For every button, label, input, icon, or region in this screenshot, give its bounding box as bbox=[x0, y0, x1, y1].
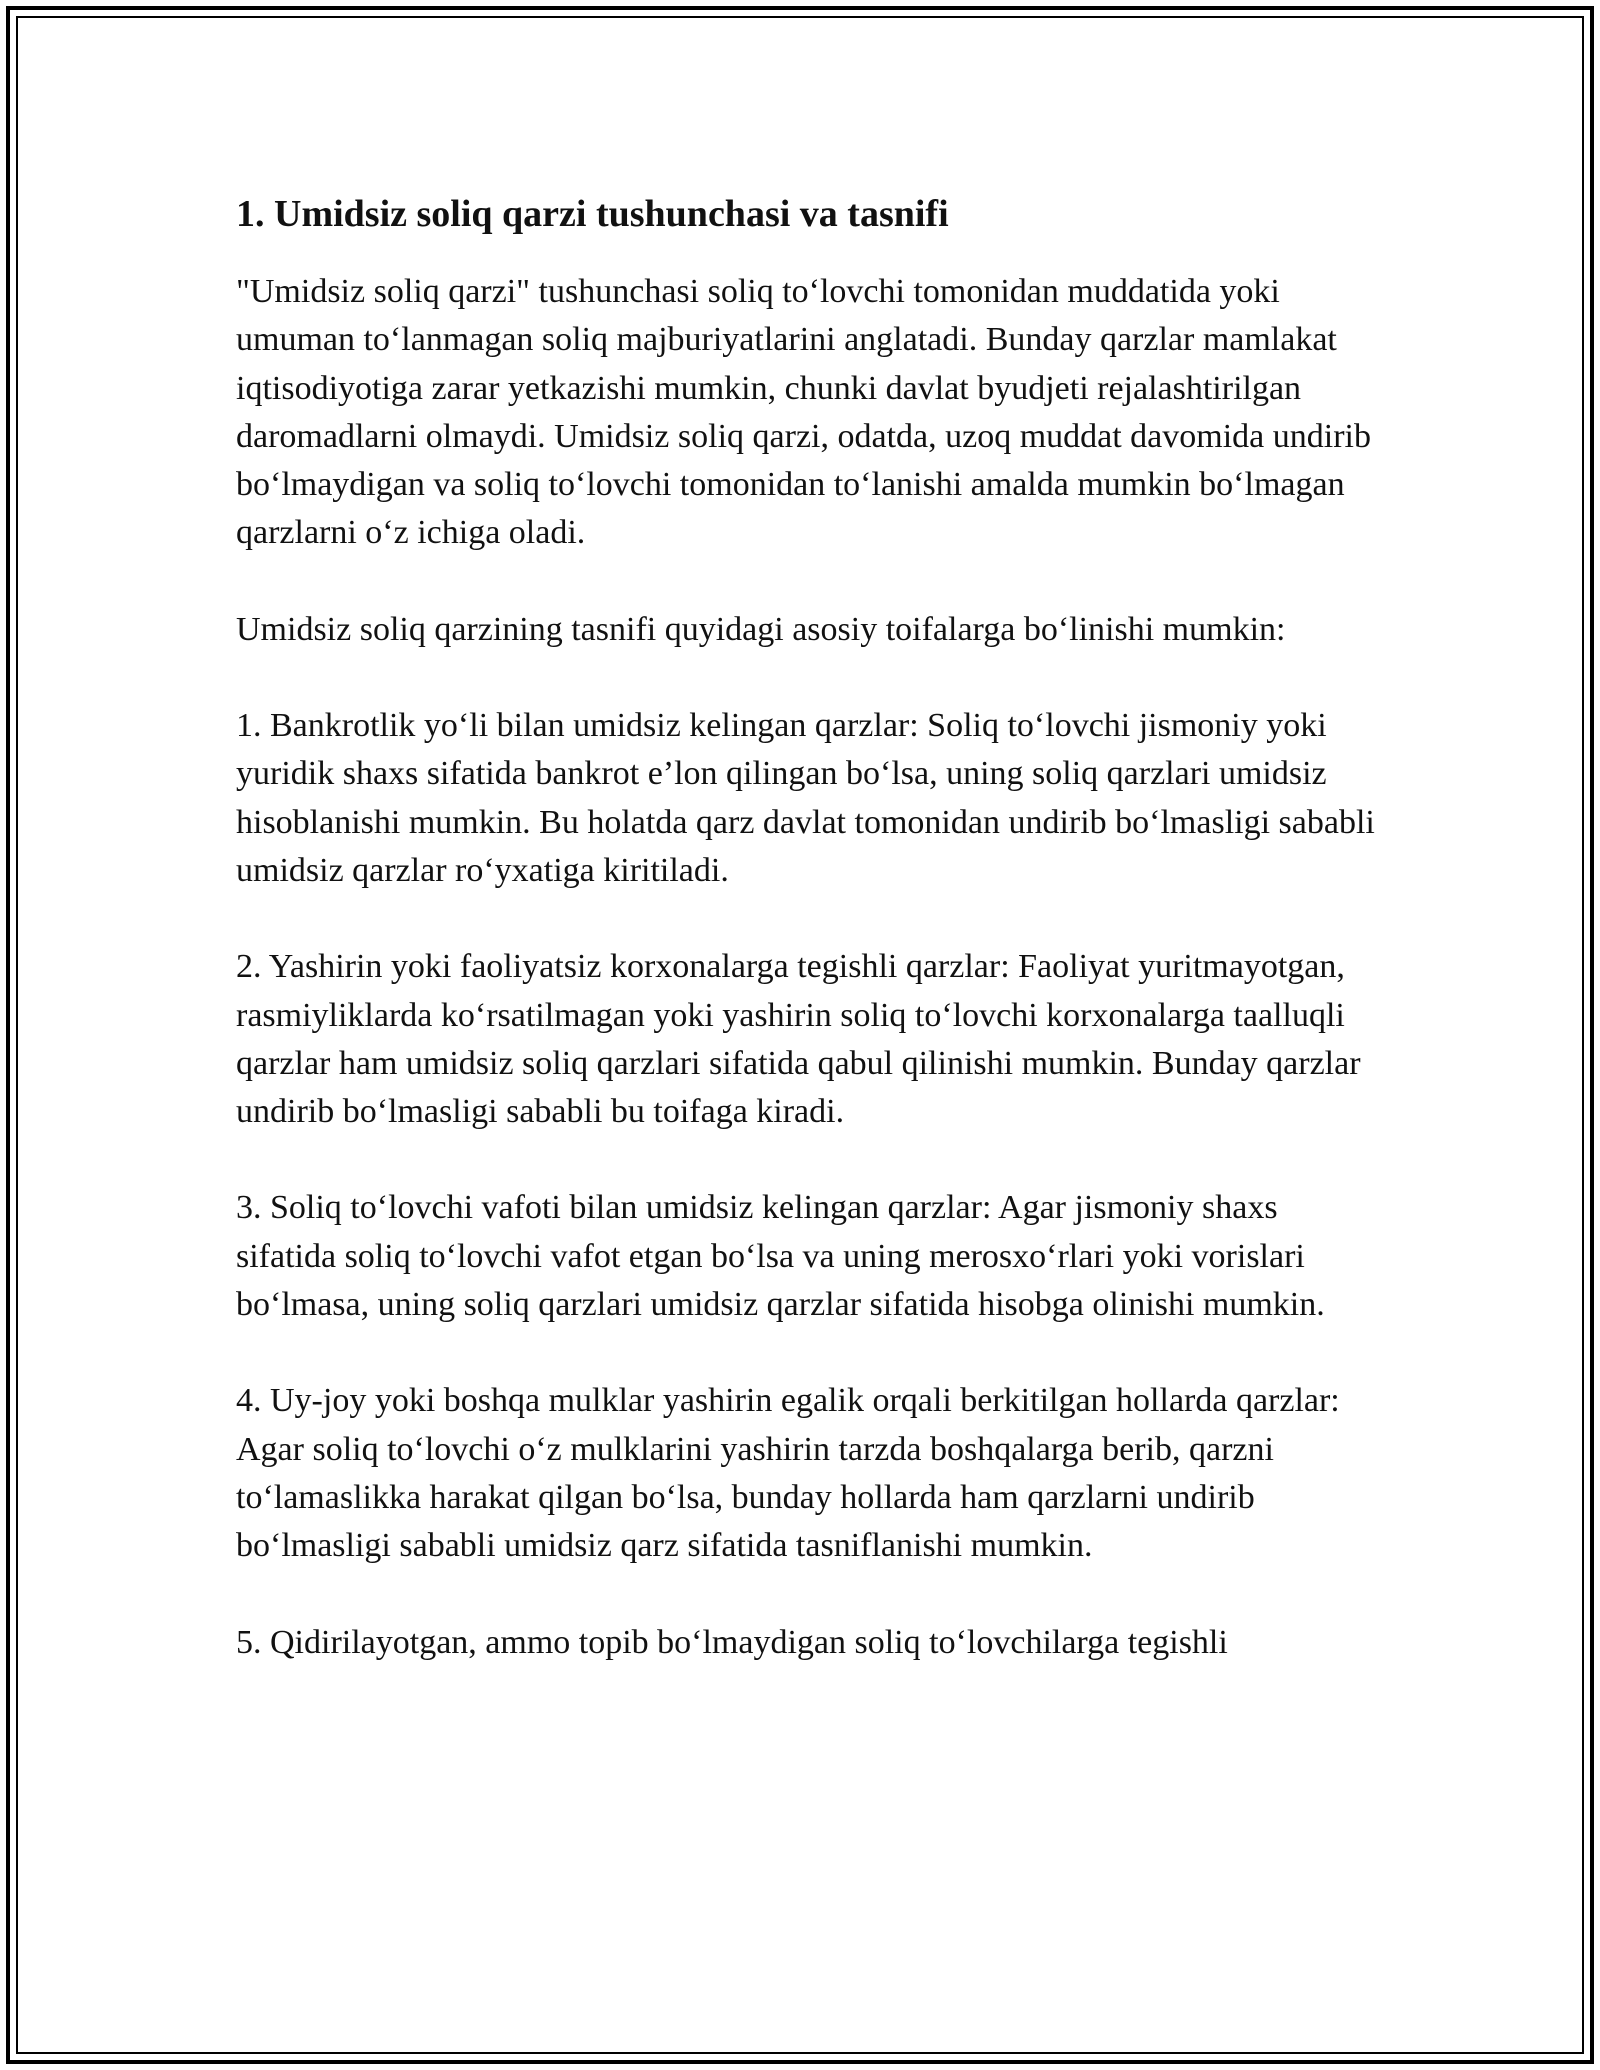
section-heading: 1. Umidsiz soliq qarzi tushunchasi va tasnifi bbox=[236, 193, 949, 235]
paragraph-classification-intro: Umidsiz soliq qarzining tasnifi quyidagi asosiy toifalarga bo‘linishi mumkin: bbox=[236, 610, 1286, 648]
list-item-unlocatable-taxpayers: 5. Qidirilayotgan, ammo topib bo‘lmaydigan soliq to‘lovchilarga tegishli bbox=[236, 1623, 1228, 1661]
list-item-hidden-property: 4. Uy-joy yoki boshqa mulklar yashirin egalik orqali berkitilgan hollarda qarzlar: Agar soliq to‘lovchi o‘z mulklarini yashirin tarzda boshqalarga berib, qarzni to‘lamaslikka harakat qilgan bo‘lsa, bunday hollarda ham qarzlarni undirib bo‘lmasligi sababli umidsiz qarz sifatida tasniflanishi mumkin. bbox=[236, 1382, 1340, 1565]
list-item-bankruptcy: 1. Bankrotlik yo‘li bilan umidsiz kelingan qarzlar: Soliq to‘lovchi jismoniy yoki yuridik shaxs sifatida bankrot e’lon qilingan bo‘lsa, uning soliq qarzlari umidsiz hisoblanishi mumkin. Bu holatda qarz davlat tomonidan undirib bo‘lmasligi sababli umidsiz qarzlar ro‘yxatiga kiritiladi. bbox=[236, 707, 1375, 889]
list-item-taxpayer-death: 3. Soliq to‘lovchi vafoti bilan umidsiz kelingan qarzlar: Agar jismoniy shaxs sifatida soliq to‘lovchi vafot etgan bo‘lsa va uning merosxo‘rlari yoki vorislari bo‘lmasa, uning soliq qarzlari umidsiz qarzlar sifatida hisobga olinishi mumkin. bbox=[236, 1189, 1325, 1324]
document-body bbox=[236, 188, 1386, 1715]
paragraph-definition: "Umidsiz soliq qarzi" tushunchasi soliq to‘lovchi tomonidan muddatida yoki umuman to‘lanmagan soliq majburiyatlarini anglatadi. Bunday qarzlar mamlakat iqtisodiyotiga zarar yetkazishi mumkin, chunki davlat byudjeti rejalashtirilgan daromadlarni olmaydi. Umidsiz soliq qarzi, odatda, uzoq muddat davomida undirib bo‘lmaydigan va soliq to‘lovchi tomonidan to‘lanishi amalda mumkin bo‘lmagan qarzlarni o‘z ichiga oladi. bbox=[236, 273, 1371, 552]
list-item-hidden-enterprises: 2. Yashirin yoki faoliyatsiz korxonalarga tegishli qarzlar: Faoliyat yuritmayotgan, rasmiyliklarda ko‘rsatilmagan yoki yashirin soliq to‘lovchi korxonalarga taalluqli qarzlar ham umidsiz soliq qarzlari sifatida qabul qilinishi mumkin. Bunday qarzlar undirib bo‘lmasligi sababli bu toifaga kiradi. bbox=[236, 948, 1361, 1131]
